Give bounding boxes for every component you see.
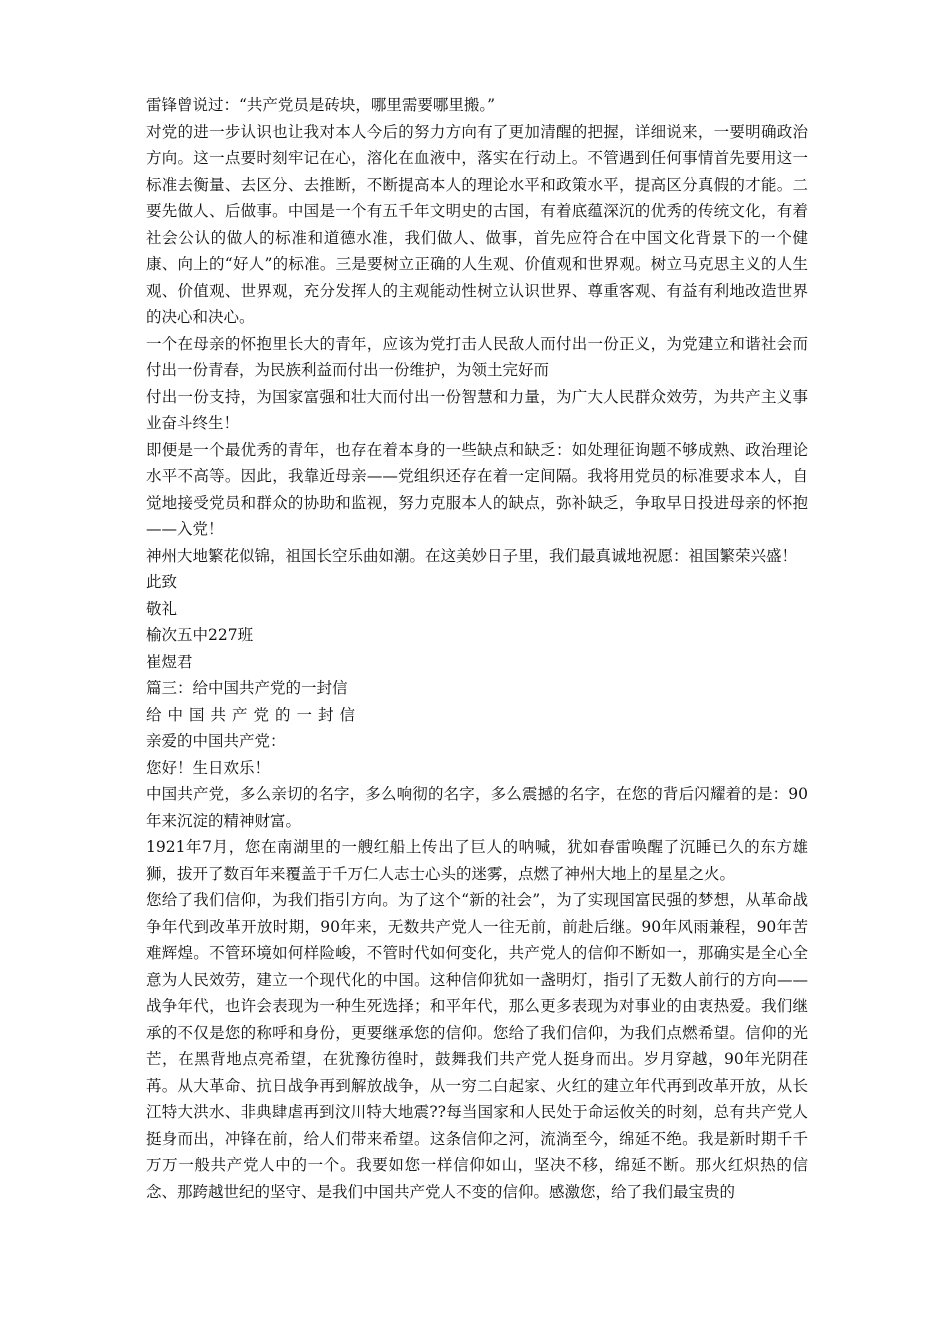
paragraph: 即便是一个最优秀的青年，也存在着本身的一些缺点和缺乏：如处理征询题不够成熟、政治理论水平不高等。因此，我靠近母亲——党组织还存在着一定间隔。我将用党员的标准要求本人，自觉地接受党员和群众的协助和监视，努力克服本人的缺点，弥补缺乏，争取早日投进母亲的怀抱——入党！ — [146, 440, 808, 538]
signature-name: 崔煜君 — [146, 652, 193, 671]
paragraph: 您好！生日欢乐！ — [146, 758, 271, 777]
paragraph: 一个在母亲的怀抱里长大的青年，应该为党打击人民敌人而付出一份正义，为党建立和谐社会而付出一份青春，为民族利益而付出一份维护，为领土完好而 — [146, 334, 808, 379]
paragraph: 中国共产党，多么亲切的名字，多么响彻的名字，多么震撼的名字，在您的背后闪耀着的是：90年来沉淀的精神财富。 — [146, 785, 808, 830]
letter-title: 给中国共产党的一封信 — [146, 705, 362, 724]
closing-regards: 敬礼 — [146, 599, 178, 618]
paragraph: 付出一份支持，为国家富强和壮大而付出一份智慧和力量，为广大人民群众效劳，为共产主义事业奋斗终生！ — [146, 387, 808, 432]
signature-school: 榆次五中227班 — [146, 626, 254, 644]
paragraph: 神州大地繁花似锦，祖国长空乐曲如潮。在这美妙日子里，我们最真诚地祝愿：祖国繁荣兴盛！ — [146, 546, 798, 565]
paragraph: 1921年7月，您在南湖里的一艘红船上传出了巨人的呐喊，犹如春雷唤醒了沉睡已久的东方雄狮，拔开了数百年来覆盖于千万仁人志士心头的迷雾，点燃了神州大地上的星星之火。 — [146, 838, 808, 883]
paragraph: 您给了我们信仰，为我们指引方向。为了这个“新的社会”，为了实现国富民强的梦想，从革命战争年代到改革开放时期，90年来，无数共产党人一往无前，前赴后继。90年风雨兼程，90年苦难辉煌。不管环境如何样险峻，不管时代如何变化，共产党人的信仰不断如一，那确实是全心全意为人民效劳，建立一个现代化的中国。这种信仰犹如一盏明灯，指引了无数人前行的方向——战争年代，也许会表现为一种生死选择；和平年代，那么更多表现为对事业的由衷热爱。我们继承的不仅是您的称呼和身份，更要继承您的信仰。您给了我们信仰，为我们点燃希望。信仰的光芒，在黑背地点亮希望，在犹豫彷徨时，鼓舞我们共产党人挺身而出。岁月穿越，90年光阴荏苒。从大革命、抗日战争再到解放战争，从一穷二白起家、火红的建立年代再到改革开放，从长江特大洪水、非典肆虐再到汶川特大地震??每当国家和人民处于命运攸关的时刻，总有共产党人挺身而出，冲锋在前，给人们带来希望。这条信仰之河，流淌至今，绵延不绝。我是新时期千千万万一般共产党人中的一个。我要如您一样信仰如山，坚决不移，绵延不断。那火红炽热的信念、那跨越世纪的坚守、是我们中国共产党人不变的信仰。感激您，给了我们最宝贵的 — [146, 891, 808, 1201]
section-heading: 篇三：给中国共产党的一封信 — [146, 679, 348, 697]
paragraph: 对党的进一步认识也让我对本人今后的努力方向有了更加清醒的把握，详细说来，一要明确政治方向。这一点要时刻牢记在心，溶化在血液中，落实在行动上。不管遇到任何事情首先要用这一标准去衡量、去区分、去推断，不断提高本人的理论水平和政策水平，提高区分真假的才能。二要先做人、后做事。中国是一个有五千年文明史的古国，有着底蕴深沉的优秀的传统文化，有着社会公认的做人的标准和道德水准，我们做人、做事，首先应符合在中国文化背景下的一个健康、向上的“好人”的标准。三是要树立正确的人生观、价值观和世界观。树立马克思主义的人生观、价值观、世界观，充分发挥人的主观能动性树立认识世界、尊重客观、有益有利地改造世界的决心和决心。 — [146, 122, 808, 326]
paragraph: 雷锋曾说过：“共产党员是砖块，哪里需要哪里搬。” — [146, 96, 496, 114]
closing-salutation: 此致 — [146, 573, 178, 591]
document-body — [146, 92, 808, 1205]
letter-greeting: 亲爱的中国共产党： — [146, 732, 286, 750]
